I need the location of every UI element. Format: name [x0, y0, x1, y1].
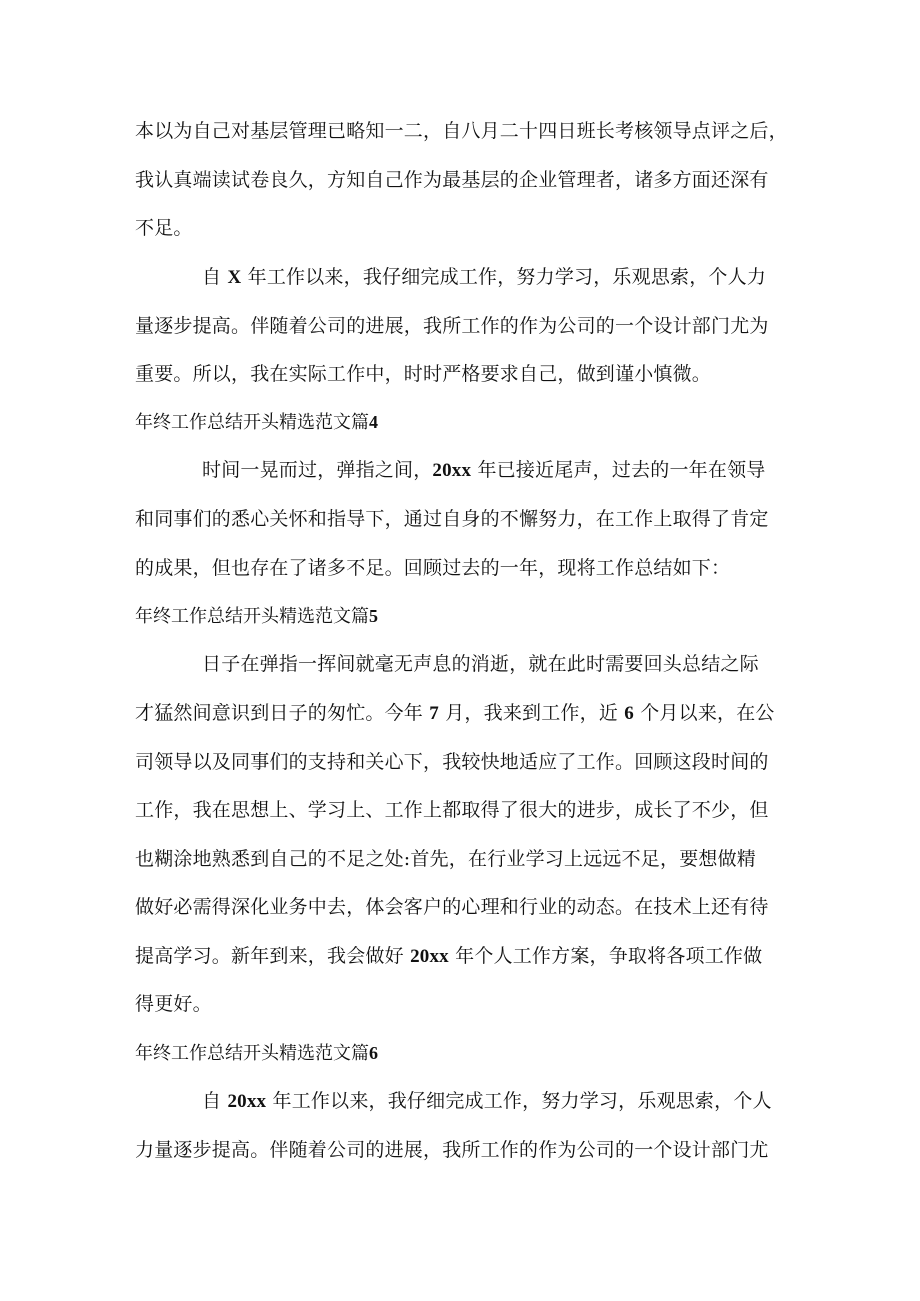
paragraph-5-line-3: 司领导以及同事们的支持和关心下，我较快地适应了工作。回顾这段时间的	[135, 751, 769, 773]
paragraph-6-line-1: 自 20xx 年工作以来，我仔细完成工作，努力学习，乐观思索，个人	[202, 1090, 772, 1112]
paragraph-x-line-3: 重要。所以，我在实际工作中，时时严格要求自己，做到谨小慎微。	[135, 363, 712, 385]
paragraph-x-line-1: 自 X 年工作以来，我仔细完成工作，努力学习，乐观思索，个人力	[202, 266, 767, 288]
paragraph-5-line-1: 日子在弹指一挥间就毫无声息的消逝，就在此时需要回头总结之际	[202, 653, 759, 675]
paragraph-5-line-5: 也糊涂地熟悉到自己的不足之处:首先，在行业学习上远远不足，要想做精	[135, 848, 757, 870]
paragraph-intro-line-3: 不足。	[135, 217, 193, 239]
section-heading-5: 年终工作总结开头精选范文篇5	[135, 606, 378, 627]
paragraph-5-line-4: 工作，我在思想上、学习上、工作上都取得了很大的进步，成长了不少，但	[135, 799, 769, 821]
paragraph-6-line-2: 力量逐步提高。伴随着公司的进展，我所工作的作为公司的一个设计部门尤	[135, 1139, 769, 1161]
paragraph-intro-line-1: 本以为自己对基层管理已略知一二，自八月二十四日班长考核领导点评之后，	[135, 120, 788, 142]
paragraph-5-line-6: 做好必需得深化业务中去，体会客户的心理和行业的动态。在技术上还有待	[135, 896, 769, 918]
paragraph-4-line-2: 和同事们的悉心关怀和指导下，通过自身的不懈努力，在工作上取得了肯定	[135, 508, 769, 530]
paragraph-intro-line-2: 我认真端读试卷良久，方知自己作为最基层的企业管理者，诸多方面还深有	[135, 169, 769, 191]
paragraph-5-line-2: 才猛然间意识到日子的匆忙。今年 7 月，我来到工作，近 6 个月以来，在公	[135, 702, 775, 724]
paragraph-4-line-3: 的成果，但也存在了诸多不足。回顾过去的一年，现将工作总结如下：	[135, 557, 731, 579]
section-heading-4: 年终工作总结开头精选范文篇4	[135, 412, 378, 433]
paragraph-4-line-1: 时间一晃而过，弹指之间，20xx 年已接近尾声，过去的一年在领导	[202, 459, 766, 481]
paragraph-x-line-2: 量逐步提高。伴随着公司的进展，我所工作的作为公司的一个设计部门尤为	[135, 315, 769, 337]
paragraph-5-line-7: 提高学习。新年到来，我会做好 20xx 年个人工作方案，争取将各项工作做	[135, 945, 763, 967]
paragraph-5-line-8: 得更好。	[135, 993, 212, 1015]
section-heading-6: 年终工作总结开头精选范文篇6	[135, 1043, 378, 1064]
